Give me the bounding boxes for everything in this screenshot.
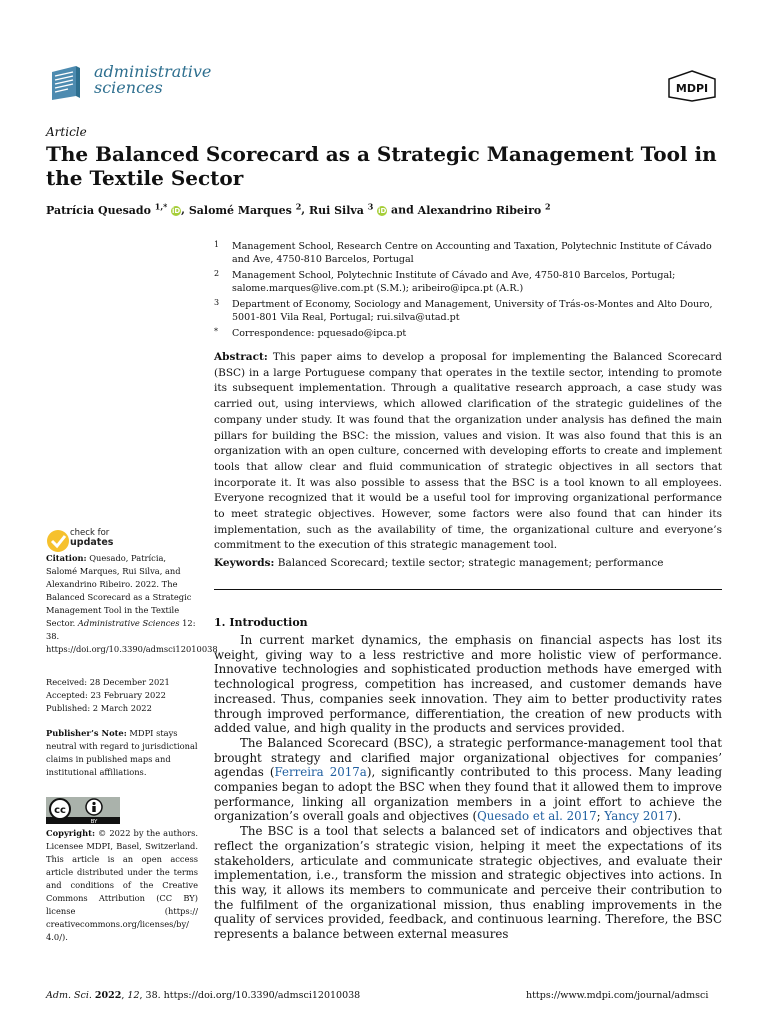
citation-link[interactable]: Yancy 2017	[604, 809, 673, 824]
affiliation-list	[214, 240, 726, 343]
affiliation-number: 3	[214, 298, 220, 307]
svg-text:cc: cc	[54, 805, 66, 816]
abstract	[214, 350, 722, 554]
mdpi-logo-icon	[667, 70, 717, 102]
orcid-icon[interactable]: iD	[172, 206, 181, 215]
author-name: Rui Silva $^3$ iD	[308, 201, 387, 217]
affiliation-number: 1	[214, 240, 220, 249]
author-name: Alexandrino Ribeiro $^2$	[417, 201, 551, 217]
paragraph: The Balanced Scorecard (BSC), a strategic performance-management tool that brought strategy and clarified major organizational objectives for companies’ agendas (Ferreira 2017a), significantly contributed to this process. Many leading companies began to adopt the BSC when they found that it allowed them to improve performance, linking all organization members in a joint effort to achieve the organization’s overall goals and objectives (Quesado et al. 2017; Yancy 2017).	[214, 735, 722, 824]
paragraph: In current market dynamics, the emphasis on financial aspects has lost its weight, giving way to a less restrictive and more holistic view of performance. Innovative technologies and sophisticated production methods have emerged with technological progress, competition has increased, and customer demands have increased. Thus, companies seek innovation. They aim to better productivity rates through improved performance, differentiation, the creation of new products with added value, and high quality in the products and services provided.	[214, 633, 722, 736]
cc-label: BY	[90, 819, 98, 824]
footer-citation: Adm. Sci. 2022, 12, 38. https://doi.org/10.3390/admsci12010038	[46, 990, 361, 1001]
citation-link[interactable]: Quesado et al. 2017	[477, 809, 597, 824]
keywords-label: Keywords:	[214, 557, 275, 569]
affiliation-item	[214, 240, 726, 266]
paragraph: The BSC is a tool that selects a balanced set of indicators and objectives that reflect the organization’s strategic vision, helping it meet the expectations of its stakeholders, articulate and communicate strategic objectives, and evaluate their implementation, i.e., transform the mission and strategic objectives into actions. In this way, it allows its members to communicate and perceive their contribution to the fulfilment of the organizational mission, thus enabling improvements in the quality of services provided, feedback, and continuous learning. Therefore, the BSC represents a balance between external measures	[214, 824, 722, 942]
section-divider	[214, 589, 722, 590]
affiliation-text: Department of Economy, Sociology and Management, University of Trás-os-Montes and Alto Douro, 5001-801 Vila Real, Portugal; rui.silva@utad.pt	[232, 299, 713, 323]
author-affil-marker: 2	[545, 201, 551, 211]
journal-logo-icon	[46, 62, 86, 102]
citation-block: Citation: Quesado, Patrícia, Salomé Marques, Rui Silva, and Alexandrino Ribeiro. 2022. The Balanced Scorecard as a Strategic Management Tool in the Textile Sector. Administrative Sciences 12: 38. https://doi.org/10.3390/admsci12010038	[46, 553, 218, 654]
affiliation-text: Management School, Research Centre on Accounting and Taxation, Polytechnic Institute of Cávado and Ave, 4750-810 Barcelos, Portugal	[232, 241, 712, 265]
publisher-name: MDPI	[675, 82, 709, 95]
author-list: Patrícia Quesado $^{1,*}$ iD, Salomé Marques $^2$, Rui Silva $^3$ iD and Alexandrino Ribeiro $^2$	[46, 201, 551, 217]
author-affil-marker: 1,*	[154, 201, 168, 211]
affiliation-item	[214, 298, 726, 324]
abstract-label: Abstract:	[214, 351, 268, 363]
affiliation-item	[214, 269, 726, 295]
intro-body	[214, 633, 722, 942]
section-heading: 1. Introduction	[214, 616, 308, 629]
affiliation-number: 2	[214, 269, 220, 278]
cc-by-license-icon[interactable]	[46, 797, 120, 824]
affiliation-number: *	[214, 327, 218, 336]
page-title: The Balanced Scorecard as a Strategic Management Tool in the Textile Sector	[46, 142, 717, 190]
keywords	[214, 556, 722, 570]
footer-journal-url[interactable]: https://www.mdpi.com/journal/admsci	[526, 990, 709, 1001]
affiliation-item	[214, 327, 726, 340]
copyright-block: Copyright: © 2022 by the authors. Licensee MDPI, Basel, Switzerland. This article is an open access article distributed under the terms and conditions of the Creative Commons Attribution (CC BY) license (https:// creativecommons.org/licenses/by/ 4.0/).	[46, 828, 198, 942]
author-affil-marker: 3	[367, 201, 374, 211]
dates-block: Received: 28 December 2021 Accepted: 23 February 2022 Published: 2 March 2022	[46, 677, 170, 713]
affiliation-text: Correspondence: pquesado@ipca.pt	[232, 328, 407, 339]
orcid-icon[interactable]: iD	[378, 206, 387, 215]
author-name: Patrícia Quesado $^{1,*}$ iD	[46, 201, 181, 217]
check-for-updates-label[interactable]: check for updates	[70, 528, 114, 548]
author-affil-marker: 2	[295, 201, 302, 211]
article-type: Article	[46, 125, 87, 139]
abstract-text: This paper aims to develop a proposal for implementing the Balanced Scorecard (BSC) in a large Portuguese company that operates in the textile sector, intending to promote its subsequent implementation. Through a qualitative research approach, a case study was carried out, using interviews, which allowed clarification of the strategic guidelines of the company under study. It was found that the organization under analysis has defined the main pillars for building the BSC: the mission, values and vision. It was also found that this is an organization with an open culture, concerned with developing efforts to create and implement tools that allow clear and fluid communication of strategic objectives in all sectors that incorporate it. It was also possible to assess that the BSC is a tool known to all employees. Everyone recognized that it would be a useful tool for improving organizational performance to meet strategic objectives. However, some factors were also found that can hinder its implementation, such as the availability of time, the organizational culture and everyone’s commitment to the execution of this strategic management tool.	[214, 351, 722, 552]
affiliation-text: Management School, Polytechnic Institute of Cávado and Ave, 4750-810 Barcelos, Portugal; salome.marques@live.com.pt (S.M.); aribeiro@ipca.pt (A.R.)	[232, 270, 676, 294]
keywords-text: Balanced Scorecard; textile sector; strategic management; performance	[277, 557, 664, 569]
citation-link[interactable]: Ferreira 2017a	[274, 765, 367, 780]
author-name: Salomé Marques $^2$	[188, 201, 302, 217]
publisher-note: Publisher’s Note: MDPI stays neutral with regard to jurisdictional claims in published maps and institutional affiliations.	[46, 728, 198, 777]
journal-name: administrative sciences	[94, 62, 212, 97]
